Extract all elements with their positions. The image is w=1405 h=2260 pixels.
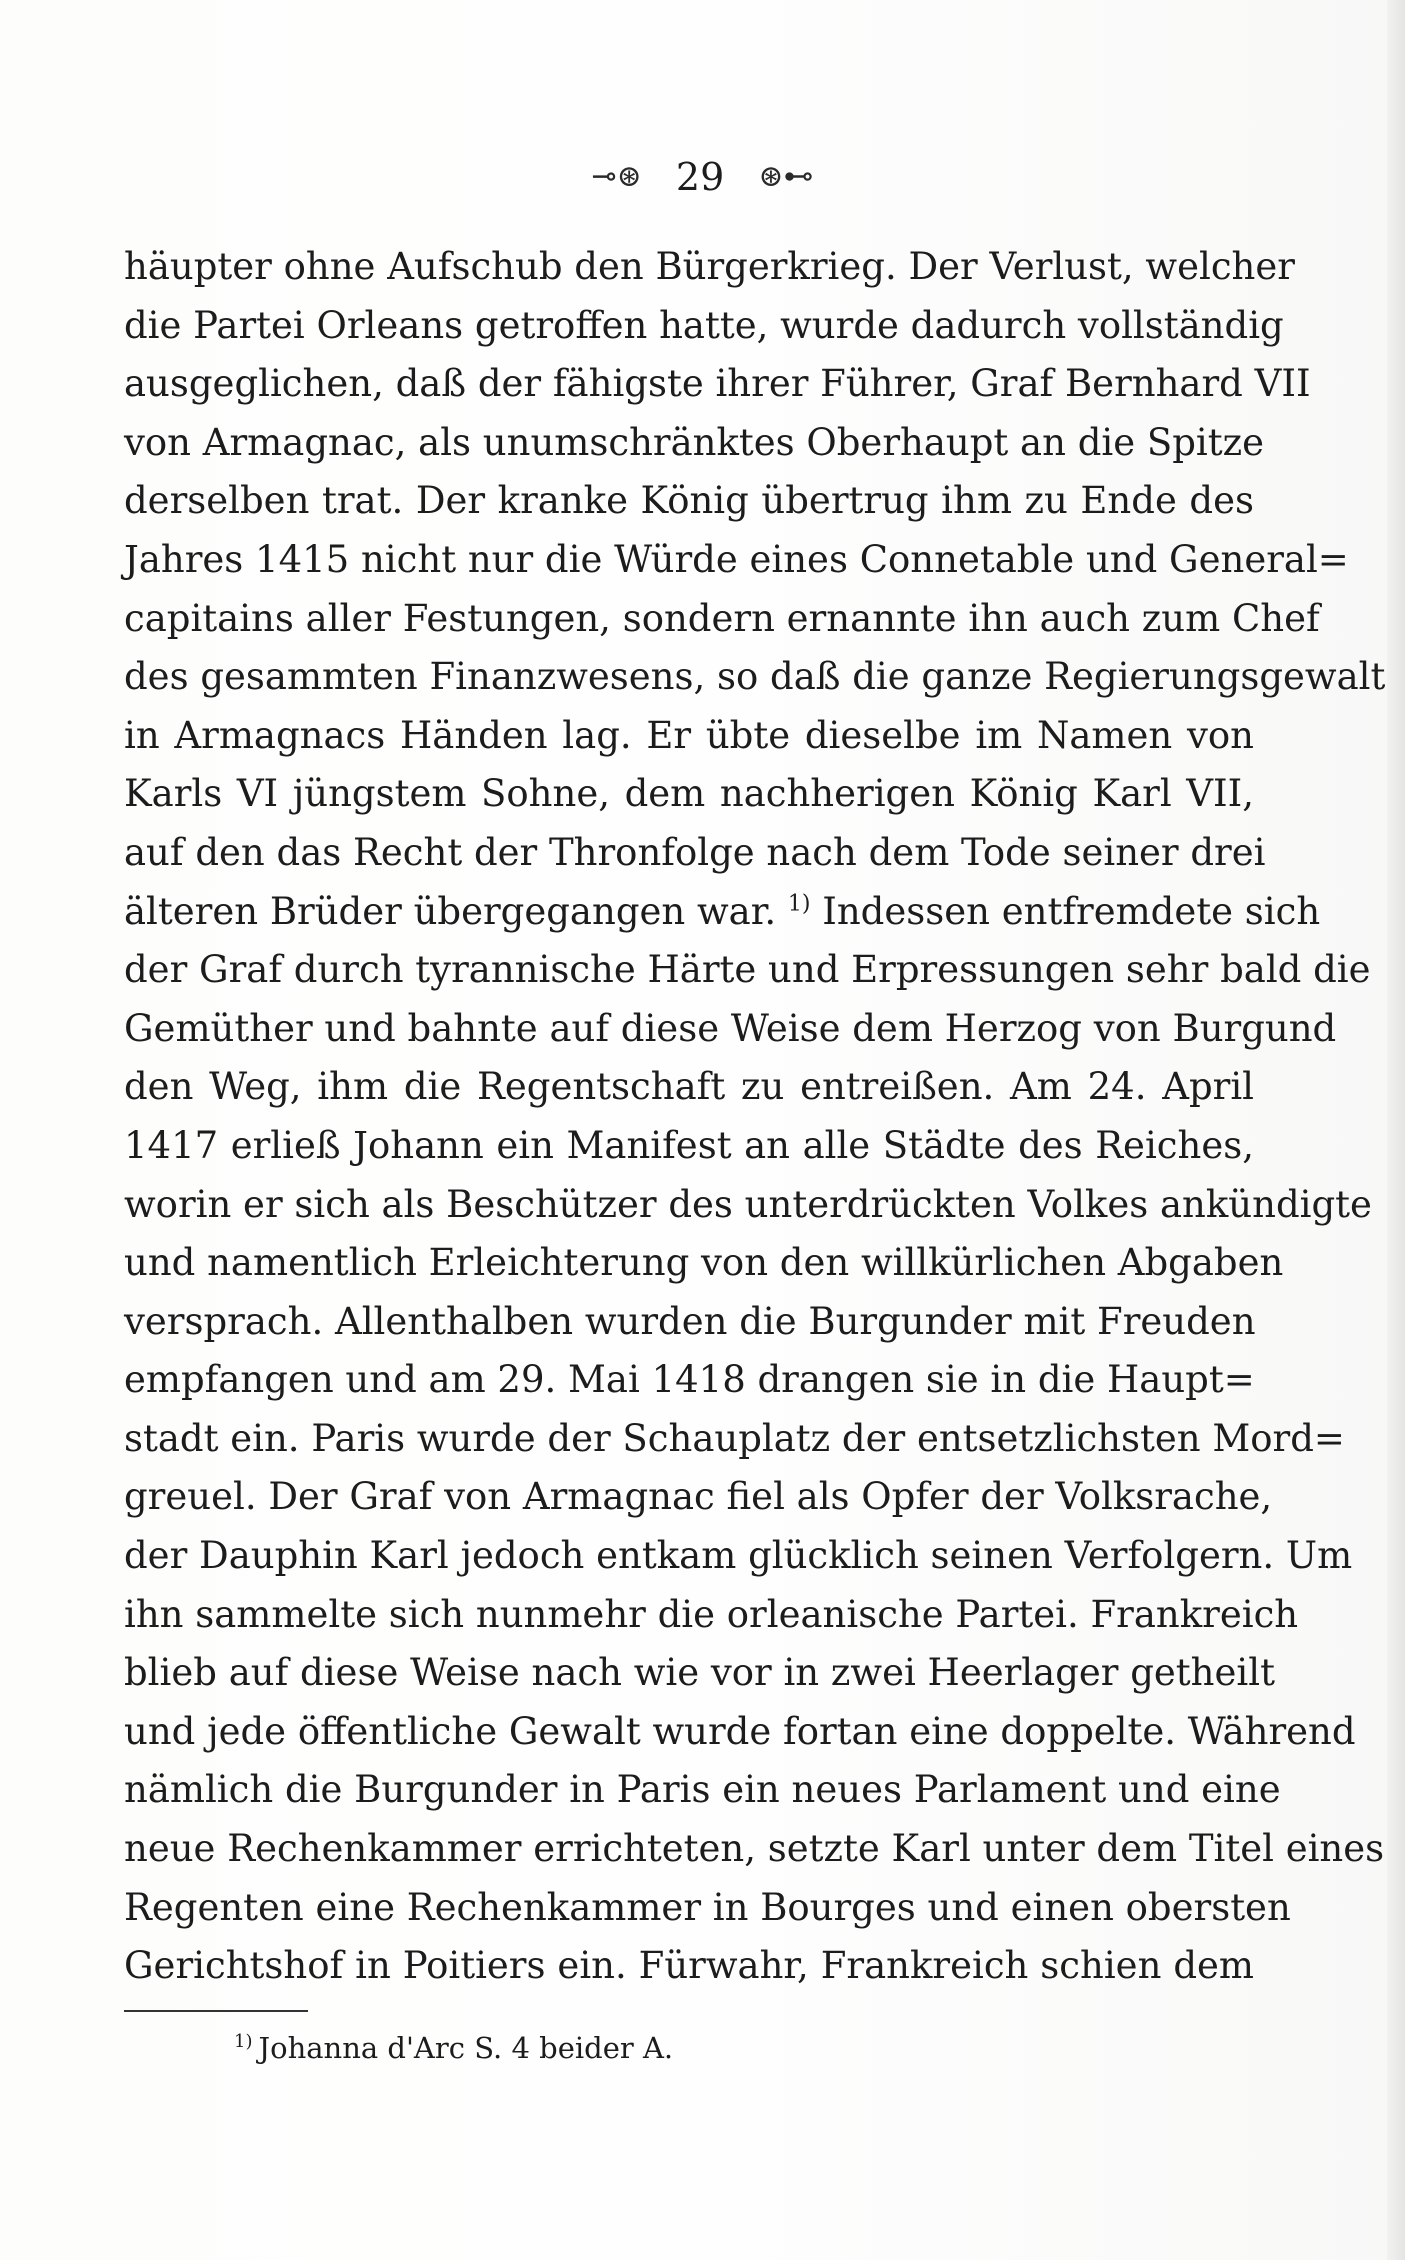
text-line: der Graf durch tyrannische Härte und Erpressungen sehr bald die [124, 948, 1371, 992]
text-line: in Armagnacs Händen lag. Er übte dieselbe im Namen von [124, 713, 1254, 757]
text-line: Gemüther und bahnte auf diese Weise dem Herzog von Burgund [124, 1006, 1337, 1050]
text-line: auf den das Recht der Thronfolge nach dem Tode seiner drei [124, 830, 1266, 874]
text-line: Karls VI jüngstem Sohne, dem nachherigen König Karl VII, [124, 772, 1254, 816]
page-edge-shadow [1387, 0, 1405, 2260]
text-line: neue Rechenkammer errichteten, setzte Karl unter dem Titel eines [124, 1827, 1385, 1871]
text-line: ausgeglichen, daß der fähigste ihrer Führer, Graf Bernhard VII [124, 362, 1311, 406]
text-line: capitains aller Festungen, sondern ernannte ihn auch zum Chef [124, 596, 1320, 640]
text-line: versprach. Allenthalben wurden die Burgunder mit Freuden [124, 1299, 1256, 1343]
text-line: den Weg, ihm die Regentschaft zu entreißen. Am 24. April [124, 1065, 1254, 1109]
page-header [0, 148, 1405, 202]
text-line: ihn sammelte sich nunmehr die orleanische Partei. Frankreich [124, 1592, 1299, 1636]
ornament-right-icon: ⊛⊷ [758, 158, 814, 194]
text-line: Regenten eine Rechenkammer in Bourges und einen obersten [124, 1885, 1291, 1929]
text-line: greuel. Der Graf von Armagnac fiel als Opfer der Volksrache, [124, 1475, 1273, 1519]
footnote [234, 2028, 673, 2068]
footnote-mark: 1) [234, 2031, 253, 2053]
main-text [124, 238, 1386, 1996]
text-line-with-note [124, 883, 1321, 942]
text-segment: älteren Brüder übergegangen war. [124, 889, 777, 933]
ornament-left-icon: ⊸⊛ [591, 158, 642, 194]
text-line: Gerichtshof in Poitiers ein. Fürwahr, Frankreich schien dem [124, 1944, 1254, 1988]
text-line: Jahres 1415 nicht nur die Würde eines Connetable und General= [124, 537, 1349, 581]
text-line: stadt ein. Paris wurde der Schauplatz der entsetzlichsten Mord= [124, 1416, 1345, 1460]
text-line: des gesammten Finanzwesens, so daß die ganze Regierungsgewalt [124, 655, 1386, 699]
text-line: der Dauphin Karl jedoch entkam glücklich seinen Verfolgern. Um [124, 1534, 1353, 1578]
text-line: derselben trat. Der kranke König übertrug ihm zu Ende des [124, 479, 1254, 523]
text-line: die Partei Orleans getroffen hatte, wurde dadurch vollständig [124, 303, 1284, 347]
text-line: häupter ohne Aufschub den Bürgerkrieg. Der Verlust, welcher [124, 245, 1295, 288]
footnote-divider [124, 2010, 308, 2012]
text-line: worin er sich als Beschützer des unterdrückten Volkes ankündigte [124, 1182, 1372, 1226]
text-line: und jede öffentliche Gewalt wurde fortan eine doppelte. Während [124, 1709, 1356, 1753]
footnote-text: Johanna d'Arc S. 4 beider A. [258, 2031, 674, 2065]
text-line: blieb auf diese Weise nach wie vor in zwei Heerlager getheilt [124, 1651, 1275, 1695]
footnote-reference: 1) [787, 891, 811, 917]
text-line: empfangen und am 29. Mai 1418 drangen sie in die Haupt= [124, 1358, 1255, 1402]
text-line: nämlich die Burgunder in Paris ein neues Parlament und eine [124, 1768, 1281, 1812]
page-number: 29 [675, 154, 725, 199]
text-line: von Armagnac, als unumschränktes Oberhaupt an die Spitze [124, 420, 1264, 464]
text-line: 1417 erließ Johann ein Manifest an alle Städte des Reiches, [124, 1123, 1254, 1167]
text-line: und namentlich Erleichterung von den willkürlichen Abgaben [124, 1241, 1284, 1285]
text-segment: Indessen entfremdete sich [822, 889, 1321, 933]
